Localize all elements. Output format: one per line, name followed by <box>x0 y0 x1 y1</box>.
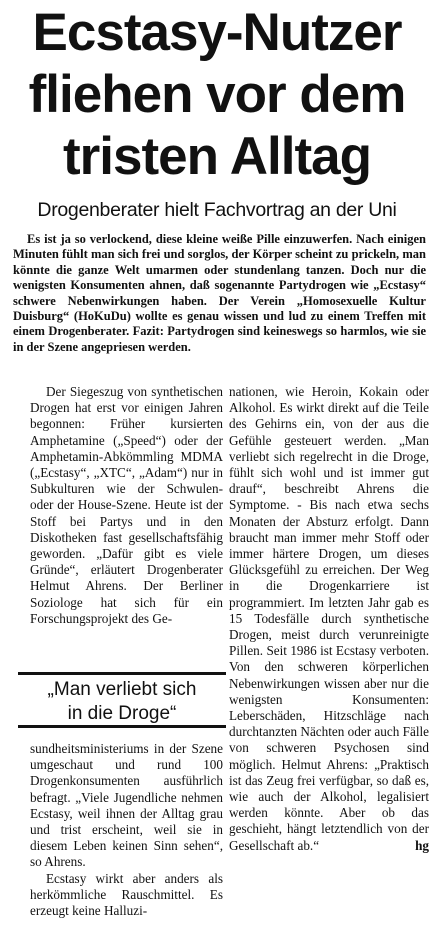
headline-line-3: tristen Alltag <box>63 127 371 186</box>
pull-quote-line-1: „Man verliebt sich <box>47 679 197 700</box>
subheadline: Drogenberater hielt Fachvortrag an der Uni <box>37 199 397 221</box>
pull-quote-line-2: in die Droge“ <box>67 703 177 724</box>
column-2-text: nationen, wie Heroin, Kokain oder Alkohol. Es wirkt direkt auf die Teile des Gehirns ein, von der aus die Gefühle gesteuert werden. „Man verliebt sich regelrecht in die Droge, fühlt sich wohl und ist immer gut drauf“, beschreibt Ahrens die Symptome. - Bis nach etwa sechs Monaten der Absturz erfolgt. Dann braucht man immer mehr Stoff oder immer härtere Drogen, um dieses Glücksgefühl zu erreichen. Der Weg in die Drogenkarriere ist programmiert. Im letzten Jahr gab es 15 Todesfälle durch synthetische Drogen, meist durch verunreinigte Pillen. Seit 1986 ist Ecstasy verboten. Von den schweren körperlichen Nebenwirkungen wissen aber nur die wenigsten Konsumenten: Leberschäden, Hitzschläge nach durchtanzten Nächten oder auch Fälle von schweren Psychosen sind möglich. Helmut Ahrens: „Praktisch ist das Zeug frei verfügbar, so daß es, wie auch der Alkohol, legalisiert werden könnte. Aber ob das geschieht, hängt letztendlich von der Gesellschaft ab.“ <box>229 384 429 853</box>
column-1-top <box>30 384 223 627</box>
lead-paragraph: Es ist ja so verlockend, diese kleine weiße Pille einzuwerfen. Nach einigen Minuten fühlt man sich frei und sorglos, der Körper scheint zu prickeln, man könnte die ganze Welt umarmen oder stundenlang tanzen. Doch nur die wenigsten Konsumenten ahnen, daß sogenannte Partydrogen wie „Ecstasy“ schwere Nebenwirkungen haben. Der Verein „Homosexuelle Kultur Duisburg“ (HoKuDu) wollte es genau wissen und lud zu einem Treffen mit einem Drogenberater. Fazit: Partydrogen sind keineswegs so harmlos, wie sie in der Szene angepriesen werden. <box>13 232 426 354</box>
body-paragraph <box>229 384 429 854</box>
headline-line-2: fliehen vor dem <box>28 65 406 124</box>
headline <box>0 2 434 188</box>
column-2 <box>229 384 429 854</box>
headline-line-1: Ecstasy-Nutzer <box>32 3 402 62</box>
body-paragraph: sundheitsministeriums in der Szene umgeschaut und rund 100 Drogenkonsumenten ausführlich befragt. „Viele Jugendliche nehmen Ecstasy, weil ihnen der Alltag grau und trist erscheint, weil sie in diesem Leben keinen Sinn sehen“, so Ahrens. <box>30 741 223 870</box>
pull-quote <box>18 672 226 728</box>
column-1-bottom <box>30 741 223 919</box>
body-paragraph: Ecstasy wirkt aber anders als herkömmliche Rauschmittel. Es erzeugt keine Halluzi- <box>30 870 223 919</box>
author-initials: hg <box>415 837 429 853</box>
body-paragraph: Der Siegeszug von synthetischen Drogen hat erst vor einigen Jahren begonnen: Früher kursierten Amphetamine („Speed“) oder der Amphetamin-Abkömmling MDMA („Ecstasy“, „XTC“, „Adam“) nur in Subkulturen wie der Schwulen- oder der House-Szene. Heute ist der Stoff bei Partys und in den Diskotheken fast gesellschaftsfähig geworden. „Dafür gibt es viele Gründe“, erläutert Drogenberater Helmut Ahrens. Der Berliner Soziologe hat sich für ein Forschungsprojekt des Ge- <box>30 384 223 626</box>
